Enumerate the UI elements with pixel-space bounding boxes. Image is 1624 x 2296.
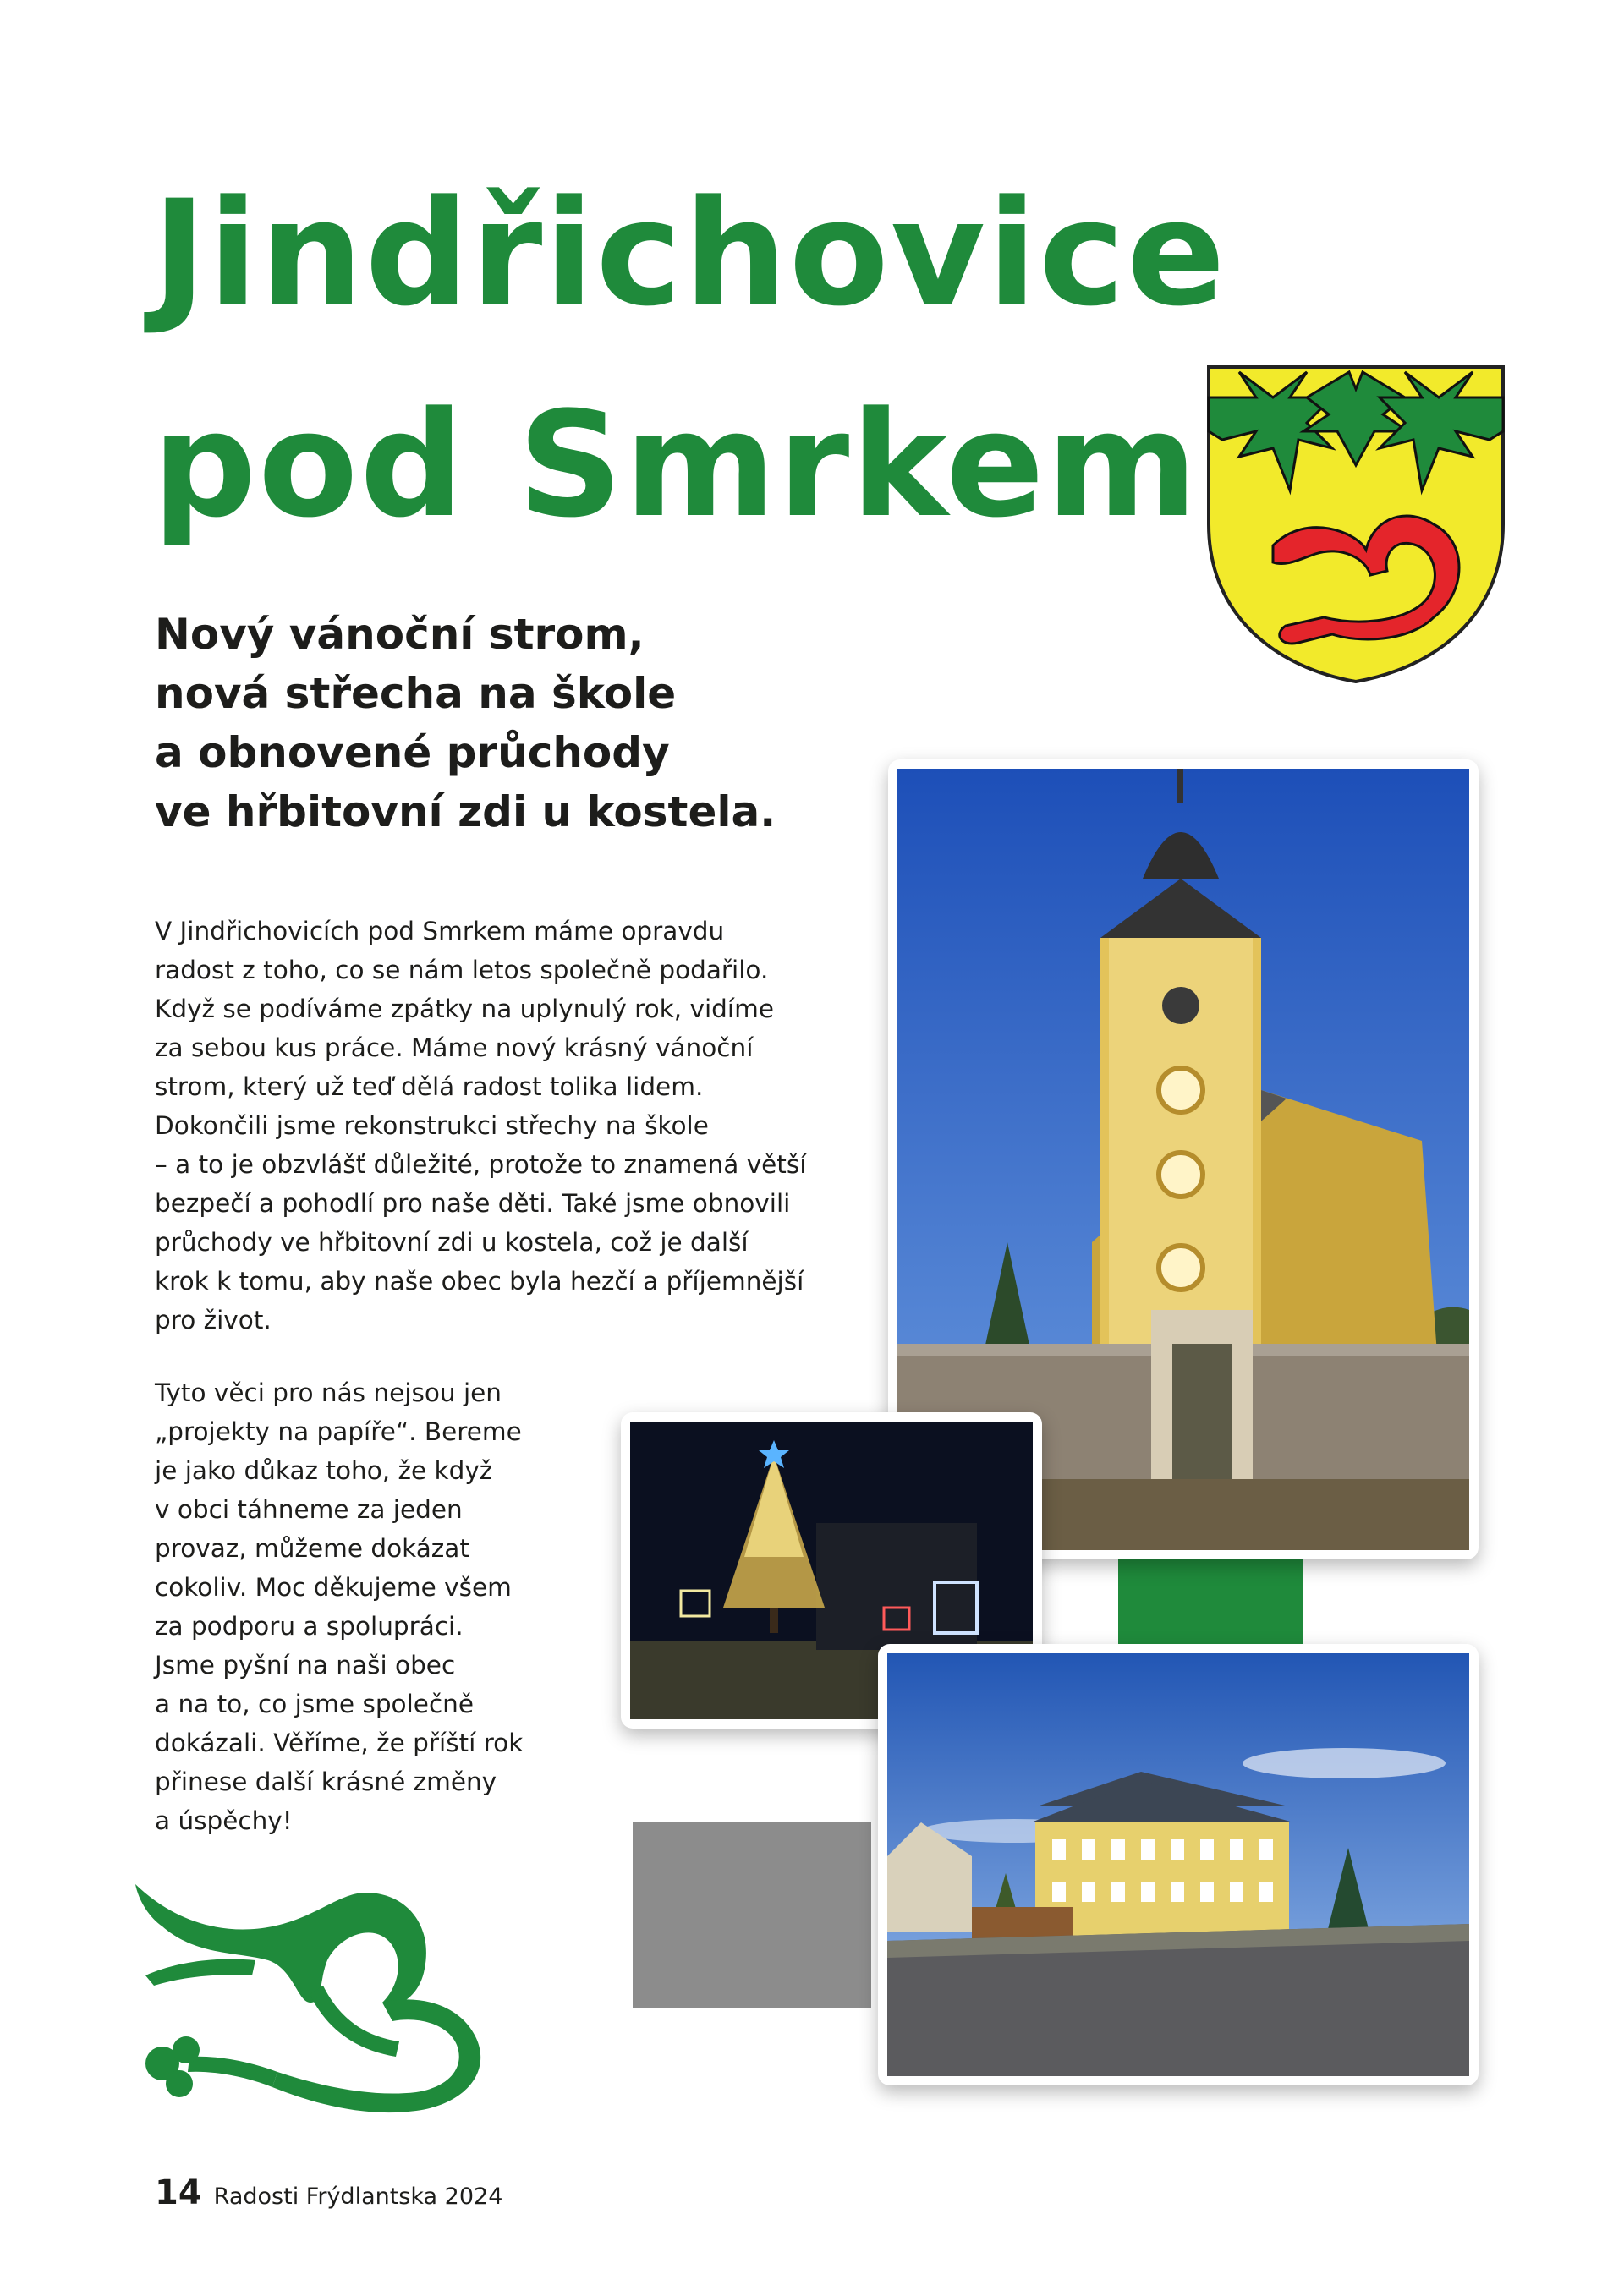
body-paragraph-1 [155, 912, 806, 1340]
text-line: V Jindřichovicích pod Smrkem máme opravdu [155, 917, 725, 945]
text-line: Jsme pyšní na naši obec [155, 1651, 456, 1680]
subtitle-line: nová střecha na škole [155, 669, 677, 718]
gray-accent-block [633, 1822, 871, 2008]
text-line: dokázali. Věříme, že příští rok [155, 1729, 524, 1757]
text-line: v obci táhneme za jeden [155, 1495, 463, 1524]
text-line: přinese další krásné změny [155, 1767, 497, 1796]
text-line: krok k tomu, aby naše obec byla hezčí a příjemnější [155, 1267, 804, 1296]
text-line: pro život. [155, 1306, 272, 1334]
text-line: za podporu a spolupráci. [155, 1612, 464, 1641]
text-line: – a to je obzvlášť důležité, protože to znamená větší [155, 1150, 807, 1179]
publication-name: Radosti Frýdlantska 2024 [213, 2184, 503, 2210]
text-line: a úspěchy! [155, 1806, 293, 1835]
text-line: a na to, co jsme společně [155, 1690, 475, 1718]
page-number: 14 [155, 2173, 202, 2212]
subtitle-line: Nový vánoční strom, [155, 610, 645, 659]
coat-of-arms [1205, 364, 1506, 685]
text-line: bezpečí a pohodlí pro naše děti. Také jsme obnovili [155, 1189, 791, 1218]
text-line: Dokončili jsme rekonstrukci střechy na škole [155, 1111, 709, 1140]
green-accent-block [1118, 1554, 1303, 1649]
text-line: je jako důkaz toho, že když [155, 1456, 493, 1485]
text-line: strom, který už teď dělá radost tolika lidem. [155, 1072, 704, 1101]
text-line: za sebou kus práce. Máme nový krásný vánoční [155, 1033, 754, 1062]
text-line: Když se podíváme zpátky na uplynulý rok, vidíme [155, 995, 774, 1023]
subtitle-line: ve hřbitovní zdi u kostela. [155, 787, 776, 836]
body-paragraph-2 [155, 1373, 523, 1840]
text-line: průchody ve hřbitovní zdi u kostela, což je další [155, 1228, 749, 1257]
text-line: radost z toho, co se nám letos společně podařilo. [155, 956, 769, 984]
title-line-2: pod Smrkem [152, 380, 1199, 550]
text-line: cokoliv. Moc děkujeme všem [155, 1573, 512, 1602]
text-line: „projekty na papíře“. Bereme [155, 1417, 522, 1446]
subtitle [155, 605, 776, 841]
text-line: Tyto věci pro nás nejsou jen [155, 1378, 502, 1407]
subtitle-line: a obnovené průchody [155, 728, 670, 777]
page-footer [155, 2173, 502, 2212]
school-photo [878, 1644, 1479, 2085]
text-line: provaz, můžeme dokázat [155, 1534, 469, 1563]
page-title [152, 148, 1227, 571]
antler-emblem [129, 1876, 492, 2118]
title-line-1: Jindřichovice [152, 168, 1227, 338]
